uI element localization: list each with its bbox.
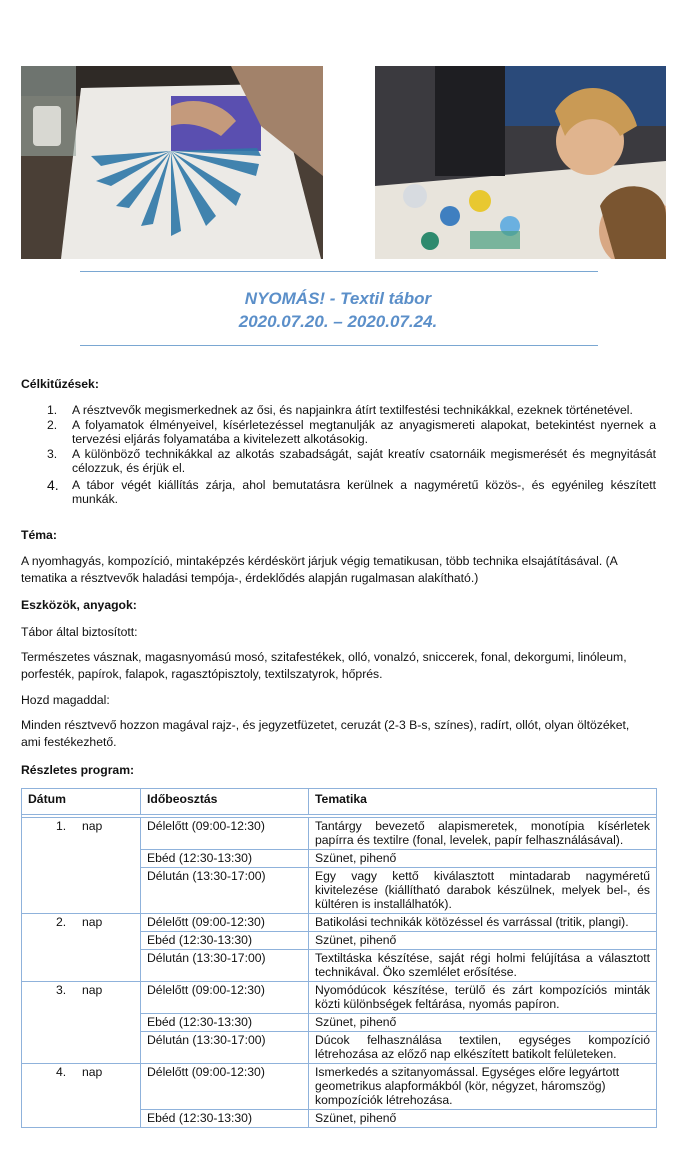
table-header-row — [22, 789, 657, 815]
day-number: 2. — [56, 915, 67, 929]
day-cell — [22, 818, 141, 914]
table-row — [22, 982, 657, 1014]
tools-heading: Eszközök, anyagok: — [21, 598, 137, 612]
goals-heading: Célkitűzések: — [21, 377, 99, 391]
theme-heading: Téma: — [21, 528, 57, 542]
column-header-schedule: Időbeosztás — [141, 789, 309, 815]
slot-cell: Délután (13:30-17:00) — [141, 1032, 309, 1064]
bring-label: Hozd magaddal: — [21, 693, 110, 707]
slot-cell: Délután (13:30-17:00) — [141, 950, 309, 982]
goal-text: A résztvevők megismerkednek az ősi, és napjainkra átírt textilfestési technikákkal, ezeknek történetével. — [72, 403, 633, 417]
provided-label: Tábor által biztosított: — [21, 625, 138, 639]
goals-list — [21, 403, 656, 507]
photo-textile-printing — [21, 66, 323, 259]
topic-cell: Szünet, pihenő — [309, 1110, 657, 1128]
title-rule-bottom — [80, 345, 598, 346]
topic-cell: Tantárgy bevezető alapismeretek, monotípia kísérletek papírra és textilre (fonal, levelek, papír felhasználásával). — [309, 818, 657, 850]
slot-cell: Délelőtt (09:00-12:30) — [141, 1064, 309, 1110]
topic-cell: Szünet, pihenő — [309, 1014, 657, 1032]
topic-cell: Ismerkedés a szitanyomással. Egységes előre legyártott geometrikus alapformákból (kör, négyzet, háromszög) kompozíciók létrehozása. — [309, 1064, 657, 1110]
column-header-date: Dátum — [22, 789, 141, 815]
slot-cell: Délelőtt (09:00-12:30) — [141, 982, 309, 1014]
day-label: nap — [82, 983, 103, 997]
goal-text: A tábor végét kiállítás zárja, ahol bemutatásra kerülnek a nagyméretű közös-, és egyénileg készített munkák. — [72, 477, 656, 506]
goal-item — [21, 418, 656, 447]
slot-cell: Ebéd (12:30-13:30) — [141, 932, 309, 950]
table-row — [22, 914, 657, 932]
goal-number: 4. — [47, 476, 59, 493]
program-heading: Részletes program: — [21, 763, 135, 777]
title-rule-top — [80, 271, 598, 272]
table-row — [22, 818, 657, 850]
slot-cell: Délelőtt (09:00-12:30) — [141, 818, 309, 850]
goal-item — [21, 403, 656, 418]
topic-cell: Nyomódúcok készítése, terülő és zárt kompozíciós minták közti különbségek feltárása, nyomás papíron. — [309, 982, 657, 1014]
photo-workshop-participants — [375, 66, 666, 259]
day-cell — [22, 1064, 141, 1128]
slot-cell: Délelőtt (09:00-12:30) — [141, 914, 309, 932]
topic-cell: Egy vagy kettő kiválasztott mintadarab nagyméretű kivitelezése (kiállítható darabok készülnek, melyek bel-, és kültéren is installálhatók). — [309, 868, 657, 914]
program-table — [21, 788, 657, 1128]
goal-number: 3. — [47, 446, 58, 461]
slot-cell: Ebéd (12:30-13:30) — [141, 1014, 309, 1032]
topic-cell: Textiltáska készítése, saját régi holmi felújítása a választott technikával. Öko szemlélet erősítése. — [309, 950, 657, 982]
theme-text: A nyomhagyás, kompozíció, mintaképzés kérdéskört járjuk végig tematikusan, több technika elsajátításával. (A tematika a résztvevők haladási tempója-, érdeklődés alapján rugalmasan alakítható.) — [21, 554, 618, 585]
day-label: nap — [82, 915, 103, 929]
slot-cell: Ebéd (12:30-13:30) — [141, 850, 309, 868]
topic-cell: Dúcok felhasználása textilen, egységes kompozíció létrehozása az előző nap elkészített batikolt felületeken. — [309, 1032, 657, 1064]
provided-text: Természetes vásznak, magasnyomású mosó, szitafestékek, olló, vonalzó, sniccerek, fonal, dekorgumi, linóleum, porfesték, papírok, falapok, ragasztópisztoly, textilszatyrok, hőprés. — [21, 650, 627, 681]
day-number: 3. — [56, 983, 67, 997]
goal-number: 2. — [47, 417, 58, 432]
table-row — [22, 1064, 657, 1110]
slot-cell: Ebéd (12:30-13:30) — [141, 1110, 309, 1128]
day-label: nap — [82, 819, 103, 833]
day-number: 4. — [56, 1065, 67, 1079]
day-cell — [22, 914, 141, 982]
day-number: 1. — [56, 819, 67, 833]
date-range: 2020.07.20. – 2020.07.24. — [238, 312, 438, 331]
goal-item — [21, 478, 656, 507]
topic-cell: Batikolási technikák kötözéssel és varrással (tritik, plangi). — [309, 914, 657, 932]
bring-text: Minden résztvevő hozzon magával rajz-, és jegyzetfüzetet, ceruzát (2-3 B-s, színes), radírt, ollót, olyan öltözéket, ami festékezhető. — [21, 718, 630, 749]
goal-item — [21, 447, 656, 476]
goal-number: 1. — [47, 403, 58, 417]
page-title: NYOMÁS! - Textil tábor — [244, 289, 432, 308]
topic-cell: Szünet, pihenő — [309, 932, 657, 950]
column-header-topic: Tematika — [309, 789, 657, 815]
goal-text: A folyamatok élményeivel, kísérletezéssel megtanulják az anyagismereti alapokat, betekintést nyernek a tervezési eljárás folyamatába a kivitelezett alkotásokig. — [72, 417, 656, 446]
day-label: nap — [82, 1065, 103, 1079]
slot-cell: Délután (13:30-17:00) — [141, 868, 309, 914]
goal-text: A különböző technikákkal az alkotás szabadságát, saját kreatív csatornáik megismerését és megnyitását célozzuk, és érjük el. — [72, 446, 656, 475]
day-cell — [22, 982, 141, 1064]
topic-cell: Szünet, pihenő — [309, 850, 657, 868]
